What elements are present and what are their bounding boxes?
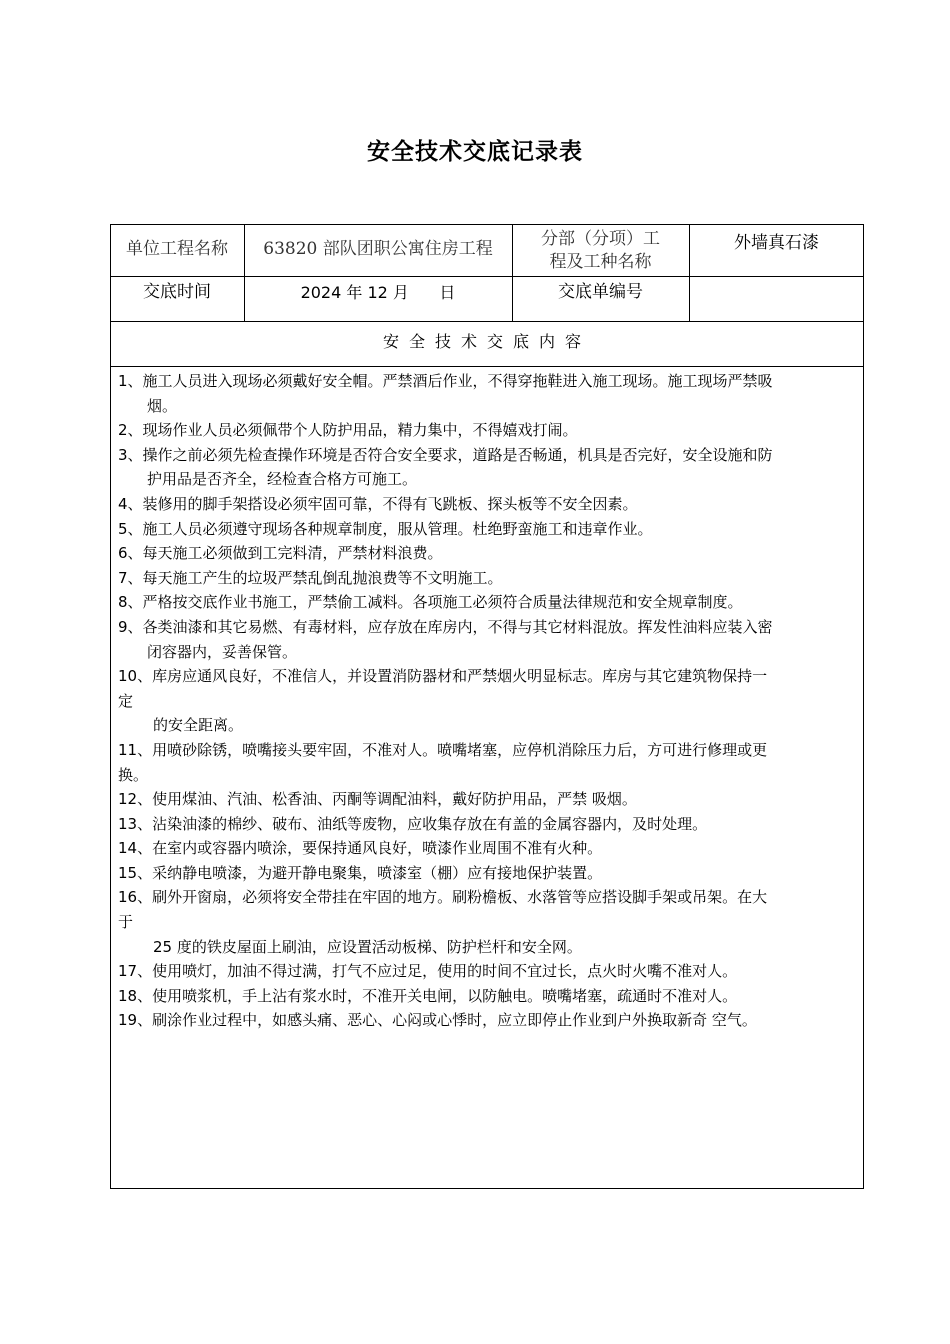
item-text: 12、使用煤油、汽油、松香油、丙酮等调配油料，戴好防护用品，严禁 吸烟。 <box>118 790 637 809</box>
item-text: 3、操作之前必须先检查操作环境是否符合安全要求，道路是否畅通，机具是否完好，安全设施和防 <box>118 445 773 464</box>
safety-items-list <box>118 369 858 1033</box>
item-text: 11、用喷砂除锈，喷嘴接头要牢固，不准对人。喷嘴堵塞，应停机消除压力后，方可进行修理或更 <box>118 740 768 759</box>
item-text: 7、每天施工产生的垃圾严禁乱倒乱抛浪费等不文明施工。 <box>118 568 503 587</box>
item-text: 13、沾染油漆的棉纱、破布、油纸等废物，应收集存放在有盖的金属容器内，及时处理。 <box>118 814 708 833</box>
list-item <box>118 959 858 984</box>
list-item <box>118 787 858 812</box>
item-text: 8、严格按交底作业书施工，严禁偷工减料。各项施工必须符合质量法律规范和安全规章制度。 <box>118 593 743 612</box>
list-item <box>118 492 858 517</box>
item-continuation: 烟。 <box>147 396 178 415</box>
division-value: 外墙真石漆 <box>734 233 819 253</box>
item-continuation-extra: 25 度的铁皮屋面上刷油，应设置活动板梯、防护栏杆和安全网。 <box>153 937 582 956</box>
unit-name-value: 63820 部队团职公寓住房工程 <box>263 239 493 259</box>
item-continuation: 护用品是否齐全，经检查合格方可施工。 <box>147 470 418 489</box>
section-title: 安全技术交底内容 <box>382 332 591 351</box>
list-item <box>118 885 858 959</box>
list-item <box>118 984 858 1009</box>
item-continuation-extra: 的安全距离。 <box>153 716 244 735</box>
row-divider-2 <box>110 321 864 322</box>
item-text: 14、在室内或容器内喷涂，要保持通风良好，喷漆作业周围不准有火种。 <box>118 839 603 858</box>
item-text: 5、施工人员必须遵守现场各种规章制度，服从管理。杜绝野蛮施工和违章作业。 <box>118 519 653 538</box>
list-item <box>118 418 858 443</box>
row-divider-1 <box>110 276 864 277</box>
row-divider-3 <box>110 366 864 367</box>
list-item <box>118 861 858 886</box>
list-item <box>118 812 858 837</box>
division-label-line2: 程及工种名称 <box>549 252 652 272</box>
item-text: 9、各类油漆和其它易燃、有毒材料，应存放在库房内，不得与其它材料混放。挥发性油料应装入密 <box>118 617 773 636</box>
item-text: 4、装修用的脚手架搭设必须牢固可靠，不得有飞跳板、探头板等不安全因素。 <box>118 494 638 513</box>
time-label: 交底时间 <box>143 282 211 302</box>
list-item <box>118 541 858 566</box>
item-text: 15、采纳静电喷漆，为避开静电聚集，喷漆室（棚）应有接地保护装置。 <box>118 863 603 882</box>
time-value: 2024 年 12 月 日 <box>300 283 456 302</box>
list-item <box>118 738 858 787</box>
document-title: 安全技术交底记录表 <box>367 139 583 165</box>
item-continuation: 于 <box>118 913 134 932</box>
list-item <box>118 615 858 664</box>
item-text: 10、库房应通风良好，不准信人，并设置消防器材和严禁烟火明显标志。库房与其它建筑物保持一 <box>118 667 768 686</box>
list-item <box>118 1008 858 1033</box>
item-text: 16、刷外开窗扇，必须将安全带挂在牢固的地方。刷粉檐板、水落管等应搭设脚手架或吊架。在大 <box>118 888 768 907</box>
unit-name-label: 单位工程名称 <box>126 239 228 259</box>
item-text: 19、刷涂作业过程中，如感头痛、恶心、心闷或心悸时，应立即停止作业到户外换取新奇 空气。 <box>118 1011 757 1030</box>
list-item <box>118 566 858 591</box>
item-continuation: 定 <box>118 691 134 710</box>
item-text: 18、使用喷浆机，手上沾有浆水时，不准开关电闸，以防触电。喷嘴堵塞，疏通时不准对人。 <box>118 986 738 1005</box>
list-item <box>118 369 858 418</box>
item-text: 6、每天施工必须做到工完料清，严禁材料浪费。 <box>118 544 443 563</box>
number-label: 交底单编号 <box>558 282 643 302</box>
list-item <box>118 836 858 861</box>
list-item <box>118 443 858 492</box>
list-item <box>118 664 858 738</box>
division-label <box>512 228 689 274</box>
list-item <box>118 590 858 615</box>
item-continuation: 闭容器内，妥善保管。 <box>147 642 298 661</box>
item-text: 17、使用喷灯，加油不得过满，打气不应过足，使用的时间不宜过长，点火时火嘴不准对人。 <box>118 962 738 981</box>
item-continuation: 换。 <box>118 765 149 784</box>
division-label-line1: 分部（分项）工 <box>541 229 660 249</box>
list-item <box>118 517 858 542</box>
item-text: 2、现场作业人员必须佩带个人防护用品，精力集中，不得嬉戏打闹。 <box>118 421 578 440</box>
item-text: 1、施工人员进入现场必须戴好安全帽。严禁酒后作业，不得穿拖鞋进入施工现场。施工现场严禁吸 <box>118 372 773 390</box>
